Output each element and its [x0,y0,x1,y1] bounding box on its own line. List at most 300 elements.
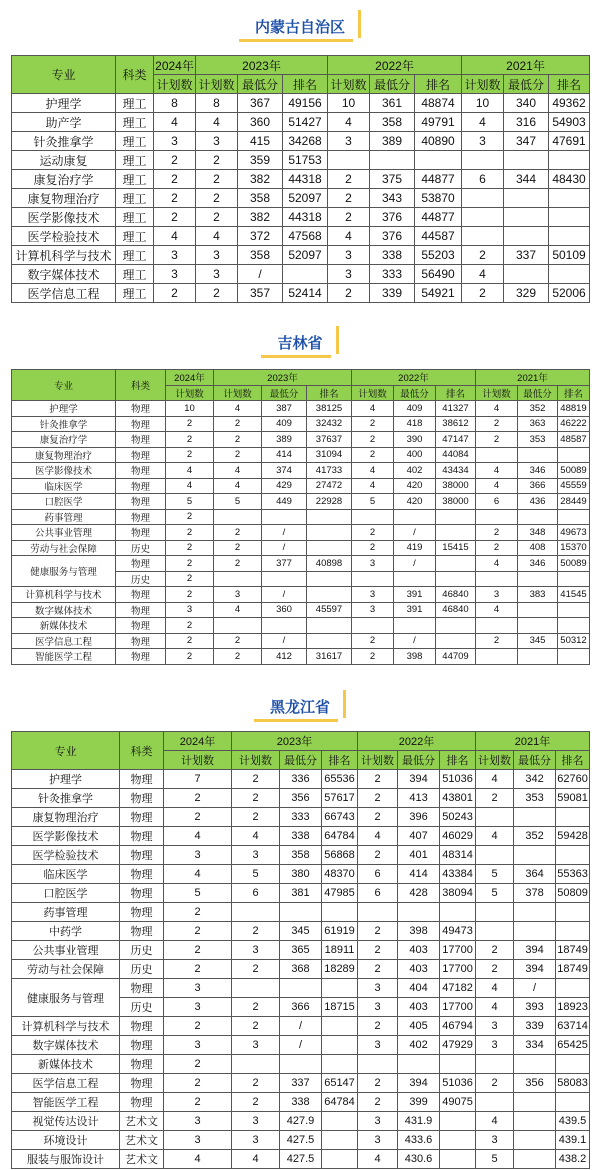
table-cell: / [262,633,307,649]
cell-major: 数字媒体技术 [12,602,116,618]
table-cell: 3 [154,265,196,284]
table-row [12,1074,590,1093]
table-cell: 2 [358,770,398,789]
table-cell [280,979,322,998]
table-cell: 2 [328,189,370,208]
table-cell: 2 [166,432,214,448]
table-cell: 10 [166,401,214,417]
cell-subject: 物理 [116,463,166,479]
table-cell: 399 [398,1093,440,1112]
header-year-2023: 2023年 [196,56,328,75]
table-cell: 6 [358,884,398,903]
table-row [12,246,590,265]
cell-major: 针灸推拿学 [12,789,120,808]
table-cell: 358 [238,246,283,265]
table-cell: 49673 [558,525,590,541]
table-cell [462,151,504,170]
table-cell: 5 [166,494,214,510]
header-year-2024: 2024年 [164,732,232,751]
table-cell: 2 [352,416,394,432]
table-cell: 2 [476,416,518,432]
table-cell: 346 [518,463,558,479]
table-cell: 49362 [549,94,590,113]
table-cell [262,618,307,634]
table-cell: 2 [214,633,262,649]
table-cell: 2 [214,525,262,541]
header-min: 最低分 [514,751,556,770]
table-cell: 8 [196,94,238,113]
table-cell: 49075 [440,1093,476,1112]
table-cell: 65147 [322,1074,358,1093]
section-title-inner-mongolia [0,14,600,42]
table-cell [280,903,322,922]
table-cell: 2 [196,208,238,227]
table-row [12,494,590,510]
table-cell: 40890 [415,132,462,151]
cell-subject: 物理 [120,827,164,846]
table-cell: 348 [518,525,558,541]
cell-subject: 物理 [116,447,166,463]
table-cell [214,618,262,634]
table-cell: 389 [262,432,307,448]
table-cell [476,649,518,665]
table-cell: 380 [280,865,322,884]
table-cell: 402 [398,1036,440,1055]
cell-major: 健康服务与管理 [12,556,116,587]
section-badge: 内蒙古自治区 [243,14,357,42]
table-cell: 43801 [440,789,476,808]
table-cell: 3 [358,1131,398,1150]
table-cell: 4 [166,478,214,494]
cell-subject: 艺术文 [120,1131,164,1150]
table-cell [504,208,549,227]
table-cell [352,509,394,525]
section-badge: 黑龙江省 [258,694,342,722]
table-cell: 338 [370,246,415,265]
table-cell: 420 [394,478,436,494]
header-plan: 计划数 [358,751,398,770]
table-cell: 55203 [415,246,462,265]
table-cell [232,1055,280,1074]
table-cell: 337 [280,1074,322,1093]
table-cell: 4 [476,827,514,846]
table-row [12,1112,590,1131]
cell-subject: 物理 [116,556,166,572]
table-cell [514,1112,556,1131]
table-cell [518,618,558,634]
table-cell [558,509,590,525]
table-cell: 2 [352,432,394,448]
header-plan: 计划数 [328,75,370,94]
header-min: 最低分 [280,751,322,770]
table-cell [307,633,352,649]
table-row [12,208,590,227]
table-cell: 2 [164,922,232,941]
table-cell: 31094 [307,447,352,463]
table-cell: 56490 [415,265,462,284]
table-cell: 3 [164,979,232,998]
table-cell: 2 [352,525,394,541]
table-cell: 358 [280,846,322,865]
table-cell: 3 [214,587,262,603]
table-cell: 352 [518,401,558,417]
table-cell: 41733 [307,463,352,479]
table-cell: 4 [196,113,238,132]
table-cell: 4 [214,401,262,417]
table-cell: 52097 [283,246,328,265]
table-row [12,509,590,525]
cell-subject: 物理 [116,602,166,618]
table-cell: 3 [232,941,280,960]
table-cell: 409 [262,416,307,432]
table-cell: 50243 [440,808,476,827]
table-cell: 47985 [322,884,358,903]
table-row [12,1036,590,1055]
cell-major: 康复物理治疗 [12,808,120,827]
table-cell: 345 [518,633,558,649]
table-cell: 393 [514,998,556,1017]
table-cell: 2 [164,941,232,960]
cell-major: 针灸推拿学 [12,132,116,151]
table-cell: 2 [166,447,214,463]
table-cell: 389 [370,132,415,151]
header-year-2024: 2024年 [166,370,214,386]
cell-subject: 物理 [116,525,166,541]
table-cell: 436 [518,494,558,510]
cell-major: 医学信息工程 [12,1074,120,1093]
table-cell: 38000 [436,494,476,510]
table-cell: 18923 [556,998,590,1017]
table-cell: 394 [514,960,556,979]
cell-subject: 物理 [120,808,164,827]
table-cell: 376 [370,227,415,246]
table-cell: 28449 [558,494,590,510]
table-cell: 2 [476,540,518,556]
table-cell: 2 [164,1093,232,1112]
table-cell: 2 [358,960,398,979]
table-cell [307,618,352,634]
table-cell: 44877 [415,208,462,227]
table-row [12,132,590,151]
table-row [12,525,590,541]
table-cell: 2 [166,509,214,525]
table-cell: 44587 [415,227,462,246]
admission-table-jilin [11,369,590,665]
table-cell: 4 [154,227,196,246]
table-cell: 428 [398,884,440,903]
table-row [12,941,590,960]
table-cell: 2 [214,447,262,463]
cell-subject: 理工 [116,132,154,151]
table-row [12,633,590,649]
table-cell: 17700 [440,960,476,979]
table-cell: 3 [164,1036,232,1055]
cell-major: 新媒体技术 [12,618,116,634]
table-cell [394,571,436,587]
table-cell: 2 [164,1055,232,1074]
table-cell: 52414 [283,284,328,303]
table-cell: 3 [476,1036,514,1055]
header-rank: 排名 [415,75,462,94]
table-cell [307,587,352,603]
table-cell: 2 [232,808,280,827]
table-cell: 359 [238,151,283,170]
cell-subject: 物理 [116,401,166,417]
table-cell: 37637 [307,432,352,448]
header-subject: 科类 [116,370,166,401]
header-major: 专业 [12,732,120,770]
table-cell: 2 [328,284,370,303]
table-cell: 375 [370,170,415,189]
table-cell: 59428 [556,827,590,846]
table-cell: 48430 [549,170,590,189]
table-cell: 65536 [322,770,358,789]
table-cell [214,509,262,525]
cell-major: 医学影像技术 [12,208,116,227]
table-cell: 3 [328,265,370,284]
table-cell: 407 [398,827,440,846]
table-cell: 47147 [436,432,476,448]
table-cell: 3 [196,265,238,284]
table-cell: 54903 [549,113,590,132]
table-cell: 2 [164,960,232,979]
table-cell: 360 [238,113,283,132]
table-cell: 2 [214,416,262,432]
table-cell: 2 [214,556,262,572]
table-cell: 18749 [556,941,590,960]
table-row [12,478,590,494]
cell-major: 医学检验技术 [12,846,120,865]
table-cell: 3 [164,998,232,1017]
table-cell: 2 [166,556,214,572]
table-cell [322,903,358,922]
table-cell: 46794 [440,1017,476,1036]
table-cell: 391 [394,602,436,618]
cell-subject: 理工 [116,189,154,208]
header-plan: 计划数 [164,751,232,770]
table-row [12,808,590,827]
cell-major: 医学检验技术 [12,227,116,246]
table-cell: 2 [154,189,196,208]
table-cell: 3 [476,1017,514,1036]
table-cell: 2 [476,432,518,448]
cell-major: 康复物理治疗 [12,447,116,463]
cell-subject: 物理 [120,1093,164,1112]
table-cell: 2 [358,1074,398,1093]
table-cell [440,1112,476,1131]
cell-subject: 历史 [120,960,164,979]
table-cell [398,903,440,922]
cell-subject: 理工 [116,246,154,265]
table-cell: 48587 [558,432,590,448]
table-row [12,884,590,903]
table-cell: 339 [370,284,415,303]
table-cell [504,151,549,170]
table-cell: 17700 [440,941,476,960]
table-cell [462,208,504,227]
table-row [12,1131,590,1150]
table-cell: 2 [358,941,398,960]
table-cell: 4 [232,1150,280,1169]
table-cell: 402 [394,463,436,479]
table-cell: 2 [352,540,394,556]
table-cell [398,1055,440,1074]
table-row [12,540,590,556]
table-row [12,979,590,998]
cell-major: 计算机科学与技术 [12,1017,120,1036]
table-cell: 338 [280,1093,322,1112]
table-cell: 18289 [322,960,358,979]
table-cell: 65425 [556,1036,590,1055]
table-cell: 358 [238,189,283,208]
cell-subject: 艺术文 [120,1150,164,1169]
table-cell: 4 [476,979,514,998]
table-cell: 374 [262,463,307,479]
table-cell [518,602,558,618]
table-cell: 415 [238,132,283,151]
table-cell: 43384 [440,865,476,884]
table-cell: 6 [358,865,398,884]
table-cell: 2 [476,633,518,649]
cell-subject: 历史 [116,571,166,587]
header-min: 最低分 [394,385,436,401]
table-row [12,1055,590,1074]
table-cell: 340 [504,94,549,113]
header-year-2021: 2021年 [476,370,590,386]
cell-major: 公共事业管理 [12,941,120,960]
table-cell: 44709 [436,649,476,665]
table-cell [514,903,556,922]
table-row [12,189,590,208]
table-cell: 3 [352,587,394,603]
cell-major: 临床医学 [12,478,116,494]
table-cell [394,618,436,634]
table-cell [514,1131,556,1150]
table-row [12,587,590,603]
table-cell: 409 [394,401,436,417]
table-cell: 337 [504,246,549,265]
table-cell: 2 [166,571,214,587]
table-cell: 2 [196,189,238,208]
cell-major: 新媒体技术 [12,1055,120,1074]
table-cell: 2 [196,170,238,189]
table-cell [394,509,436,525]
table-cell [232,979,280,998]
table-cell [556,979,590,998]
table-cell: 2 [166,649,214,665]
table-cell: 2 [476,1074,514,1093]
table-cell: 50089 [558,463,590,479]
table-cell: 38125 [307,401,352,417]
table-cell [440,1055,476,1074]
cell-major: 数字媒体技术 [12,1036,120,1055]
table-cell: 4 [352,463,394,479]
table-cell: 46840 [436,602,476,618]
cell-major: 护理学 [12,770,120,789]
cell-major: 康复治疗学 [12,432,116,448]
table-cell [504,189,549,208]
table-row [12,170,590,189]
table-cell: 5 [232,865,280,884]
table-cell: 344 [504,170,549,189]
table-cell: 2 [358,789,398,808]
table-cell: 2 [232,1017,280,1036]
table-cell: 4 [462,265,504,284]
table-row [12,960,590,979]
header-year-2021: 2021年 [476,732,590,751]
table-cell: 352 [514,827,556,846]
table-row [12,284,590,303]
cell-major: 环境设计 [12,1131,120,1150]
table-cell [549,151,590,170]
header-min: 最低分 [518,385,558,401]
table-cell: 382 [238,170,283,189]
cell-subject: 物理 [120,846,164,865]
table-cell: 316 [504,113,549,132]
header-subject: 科类 [120,732,164,770]
table-cell [518,649,558,665]
table-cell [514,1093,556,1112]
table-cell [476,1055,514,1074]
table-cell: 4 [352,401,394,417]
table-cell [549,265,590,284]
table-cell [476,509,518,525]
table-cell [462,227,504,246]
table-cell [556,903,590,922]
table-cell [440,1150,476,1169]
table-cell: 4 [476,602,518,618]
cell-major: 药事管理 [12,509,116,525]
table-cell [558,571,590,587]
table-cell: 366 [518,478,558,494]
table-cell [476,903,514,922]
table-row [12,447,590,463]
table-cell: 343 [370,189,415,208]
table-cell: 433.6 [398,1131,440,1150]
table-cell: 6 [476,494,518,510]
table-cell: 38094 [440,884,476,903]
cell-subject: 物理 [116,649,166,665]
cell-subject: 理工 [116,284,154,303]
section-badge: 吉林省 [265,330,334,358]
table-cell: 59081 [556,789,590,808]
header-year-2022: 2022年 [358,732,476,751]
table-cell: / [394,556,436,572]
table-cell: 10 [328,94,370,113]
table-cell: 18749 [556,960,590,979]
table-cell [415,151,462,170]
cell-subject: 物理 [116,494,166,510]
table-cell: 2 [358,922,398,941]
table-cell: 2 [166,587,214,603]
table-cell: 419 [394,540,436,556]
table-cell: 64784 [322,827,358,846]
table-row [12,265,590,284]
table-cell: 4 [214,463,262,479]
table-cell: 52006 [549,284,590,303]
table-cell: 48819 [558,401,590,417]
cell-major: 公共事业管理 [12,525,116,541]
header-major: 专业 [12,370,116,401]
table-cell: 54921 [415,284,462,303]
table-cell: 361 [370,94,415,113]
header-rank: 排名 [307,385,352,401]
table-cell [549,208,590,227]
table-cell [514,1150,556,1169]
table-cell: / [262,525,307,541]
cell-subject: 物理 [116,618,166,634]
table-cell [358,1055,398,1074]
